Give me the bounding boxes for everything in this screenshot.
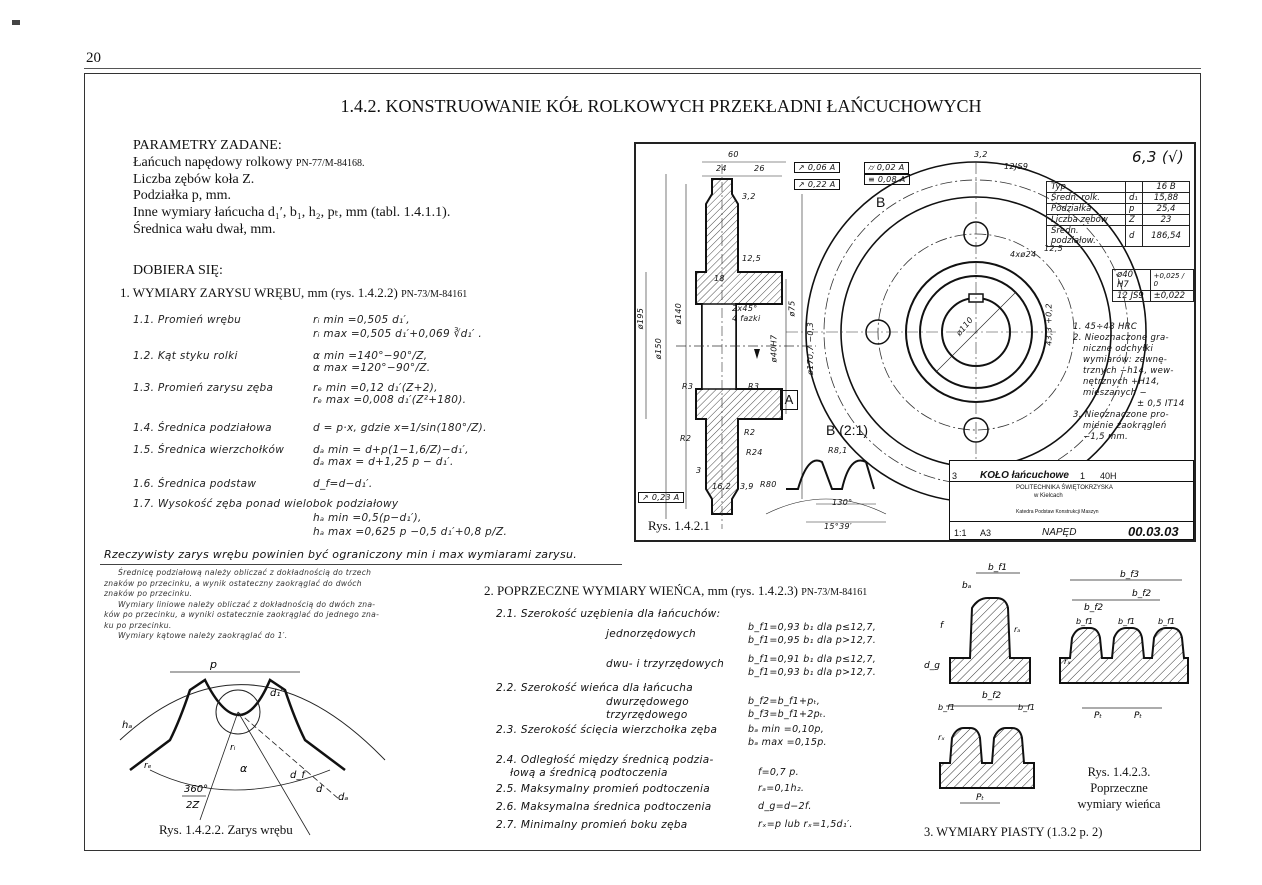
note-line: nętrznych +H14, (1083, 377, 1160, 387)
row-formula: rₓ=p lub rₓ=1,5d₁′. (758, 819, 853, 830)
dim-12-5: 12,5 (742, 254, 762, 263)
tolerance-runout-1: ↗ 0,06 A (794, 162, 840, 173)
label-pt-b: Pₜ (1134, 711, 1143, 721)
caption-rim-2: Poprzeczne (1090, 781, 1148, 795)
section1-norm: PN-73/M-84161 (401, 289, 468, 300)
label-ra: rₐ (1014, 625, 1021, 634)
params-heading: PARAMETRY ZADANE: (133, 138, 282, 153)
dim-60: 60 (728, 150, 739, 159)
label-bf2-b: b_f2 (1132, 589, 1152, 599)
row-formula: b_f1=0,93 b₁ dla p≤12,7, (748, 622, 877, 633)
dim-d40h7: ø40H7 (769, 334, 779, 363)
label-rx-a: rₓ (1064, 657, 1071, 666)
row-formula: rₐ=0,1h₂. (758, 783, 805, 794)
dim-d150: ø150 (654, 337, 664, 360)
label-ha: hₐ (122, 720, 133, 731)
table-row (1047, 193, 1190, 204)
label-bf1-d: b_f1 (1158, 617, 1175, 626)
item-1-4 (133, 422, 613, 434)
item-formula: dₐ min = d+p(1−1,6/Z)−d₁′, (313, 444, 469, 456)
label-bf2-a: b_f2 (982, 691, 1002, 701)
item-1-3 (133, 382, 613, 406)
section2-title: 2. POPRZECZNE WYMIARY WIEŃCA, mm (rys. 1.4.2.3) (484, 583, 798, 598)
tb-assembly: NAPĘD (1042, 527, 1077, 538)
item-1-6 (133, 478, 613, 490)
table-row (1113, 270, 1194, 291)
row-label: 2.3. Szerokość ścięcia wierzchołka zęba (496, 724, 718, 736)
tb-city: w Kielcach (1034, 493, 1063, 499)
caption-rim (1064, 764, 1174, 812)
row-label: trzyrzędowego (606, 709, 688, 721)
label-bf1-a: b_f1 (988, 563, 1008, 573)
label-p: p (210, 658, 217, 671)
label-re: rₑ (144, 761, 152, 771)
label-alpha: α (240, 762, 248, 775)
row-formula: bₐ max =0,15p. (748, 737, 827, 748)
technical-drawing (634, 142, 1196, 542)
item-label: 1.2. Kąt styku rolki (133, 350, 238, 362)
row-label: łową a średnicą podtoczenia (510, 767, 668, 779)
params-line-1 (133, 155, 450, 172)
tol-value: 0,02 A (876, 163, 905, 172)
dim-chamfer-count: 4 fazki (732, 314, 761, 323)
row-formula: d_g=d−2f. (758, 801, 812, 812)
table-row (1047, 215, 1190, 226)
roughness-symbol (1132, 148, 1184, 166)
param-symbol (1126, 182, 1143, 193)
note-line: 2. Nieoznaczone gra- (1073, 333, 1169, 343)
item-formula: rₑ max =0,008 d₁′(Z²+180). (313, 394, 467, 406)
note-line: mienie zaokrągleń (1083, 421, 1167, 431)
label-f: f (940, 621, 944, 631)
item-label: 1.6. Średnica podstaw (133, 478, 257, 490)
tb-school: POLITECHNIKA ŚWIĘTOKRZYSKA (1016, 485, 1113, 491)
label-ri: rᵢ (230, 743, 236, 753)
tb-qty: 1 (1080, 471, 1086, 481)
datum-a: A (780, 390, 798, 410)
detail-b: B (2:1) (826, 422, 869, 438)
item-label: 1.1. Promień wrębu (133, 314, 242, 326)
row-label: 2.2. Szerokość wieńca dla łańcucha (496, 682, 693, 694)
dim-15deg: 15°39′ (824, 522, 852, 531)
label-bf3: b_f3 (1120, 570, 1140, 580)
dim-r80: R80 (760, 480, 777, 489)
dim-d75: ø75 (787, 300, 797, 317)
dim-26: 26 (754, 164, 765, 173)
page-title: 1.4.2. KONSTRUOWANIE KÓŁ ROLKOWYCH PRZEKŁADNI ŁAŃCUCHOWYCH (340, 96, 982, 116)
row-label: dwurzędowego (606, 696, 690, 708)
row-label: dwu- i trzyrzędowych (606, 658, 725, 670)
item-1-5 (133, 444, 613, 468)
dim-d195: ø195 (636, 307, 646, 330)
dim-r24: R24 (746, 448, 763, 457)
table-row (1047, 182, 1190, 193)
fit-name: ø40 H7 (1113, 270, 1151, 291)
item-label: 1.7. Wysokość zęba ponad wielobok podziałowy (133, 498, 399, 510)
note-line: 1. 45÷48 HRC (1073, 322, 1138, 332)
row-label: 2.6. Maksymalna średnica podtoczenia (496, 801, 712, 813)
note-line: 3. Nieoznaczone pro- (1073, 410, 1169, 420)
dim-3-9: 3,9 (740, 482, 754, 491)
tb-pos: 3 (952, 471, 958, 481)
chain-type: Łańcuch napędowy rolkowy (133, 154, 293, 170)
header-rule (84, 68, 1201, 69)
tolerance-runout-3: ↗ 0,23 A (638, 492, 684, 503)
note-line: −1,5 mm. (1083, 432, 1129, 442)
dim-18: 18 (714, 274, 725, 283)
label-angle-den: 2Z (186, 800, 200, 811)
roughness-value: 6,3 (1132, 148, 1157, 166)
note-rule (100, 564, 622, 565)
dobiera-heading: DOBIERA SIĘ: (133, 263, 223, 278)
tol-value: 0,06 A (807, 163, 836, 172)
caption-rim-3: wymiary wieńca (1077, 797, 1161, 811)
item-formula: dₐ max = d+1,25 p − d₁′. (313, 456, 454, 468)
item-formula: α min =140°−90°/Z, (313, 350, 428, 362)
row-label: 2.4. Odległość między średnicą podzia- (496, 754, 714, 766)
params-line-4: Inne wymiary łańcucha d₁′, b₁, h₂, pₜ, mm (tabl. 1.4.1.1). (133, 205, 451, 221)
item-label: 1.4. Średnica podziałowa (133, 422, 272, 434)
param-name: Typ (1047, 182, 1126, 193)
dim-js9: 12JS9 (1004, 162, 1029, 171)
label-rx-b: rₓ (938, 733, 945, 742)
param-value: 15,88 (1143, 193, 1190, 204)
param-name: Średn. podziałow. (1047, 226, 1126, 247)
dim-holes: 4xø24 (1010, 250, 1037, 259)
item-label: 1.3. Promień zarysu zęba (133, 382, 274, 394)
item-formula: hₐ min =0,5(p−d₁′), (313, 512, 422, 524)
tb-scale: 1:1 (954, 528, 967, 538)
roughness-general: (√) (1161, 148, 1185, 166)
label-bf1-b: b_f1 (1076, 617, 1093, 626)
item-formula: rᵢ min =0,505 d₁′, (313, 314, 410, 326)
dim-24: 24 (716, 164, 727, 173)
section3-heading: 3. WYMIARY PIASTY (1.3.2 p. 2) (924, 825, 1103, 839)
label-bf1-e: b_f1 (938, 703, 955, 712)
dim-roughness: 3,2 (742, 192, 756, 201)
param-value: 25,4 (1143, 204, 1190, 215)
table-row (1113, 291, 1194, 302)
tolerance-runout-2: ↗ 0,22 A (794, 179, 840, 190)
note-line: Wymiary liniowe należy obliczać z dokładnością do dwóch zna- (118, 599, 376, 609)
row-formula: b_f1=0,95 b₁ dla p>12,7. (748, 635, 877, 646)
row-label: jednorzędowych (606, 628, 696, 640)
fit-name: 12 JS9 (1113, 291, 1151, 302)
sprocket-parameter-table (1046, 181, 1190, 247)
tb-material: 40H (1100, 471, 1117, 481)
param-symbol: Z (1126, 215, 1143, 226)
label-dl: d (316, 784, 323, 795)
note-line: trznych −h14, wew- (1083, 366, 1174, 376)
param-name: Średn. rolk. (1047, 193, 1126, 204)
label-bf1-c: b_f1 (1118, 617, 1135, 626)
label-df: d_f (290, 770, 305, 781)
tb-dept: Katedra Podstaw Konstrukcji Maszyn (1016, 509, 1099, 515)
fit-value: +0,025 / 0 (1150, 270, 1193, 291)
dim-chamfer: 2x45° (732, 304, 758, 313)
label-pt-a: Pₜ (1094, 711, 1103, 721)
section2-norm: PN-73/M-84161 (801, 587, 868, 598)
note-line: ków po przecinku, a wyniki ostatecznie zaokrąglać do jednego zna- (104, 610, 380, 619)
label-da: dₐ (338, 792, 349, 803)
row-formula: b_f1=0,93 b₁ dla p>12,7. (748, 667, 877, 678)
params-line-3: Podziałka p, mm. (133, 188, 231, 204)
item-formula: rₑ min =0,12 d₁′(Z+2), (313, 382, 438, 394)
item-1-1 (133, 314, 613, 340)
item-formula: d_f=d−d₁′. (313, 478, 373, 490)
table-row (1047, 226, 1190, 247)
label-pt-c: Pₜ (976, 793, 985, 803)
params-line-2: Liczba zębów koła Z. (133, 171, 255, 187)
dim-3: 3 (696, 466, 702, 475)
label-angle: 360° (184, 784, 209, 795)
dim-16-2: 16,2 (712, 482, 732, 491)
label-bf2-c: b_f2 (1084, 603, 1104, 613)
param-value: 186,54 (1143, 226, 1190, 247)
tb-format: A3 (980, 528, 992, 538)
tooth-profile-figure (110, 650, 390, 840)
item-1-2 (133, 350, 613, 374)
param-symbol: d (1126, 226, 1143, 247)
caption-rim-1: Rys. 1.4.2.3. (1087, 765, 1151, 779)
tb-name: KOŁO łańcuchowe (980, 470, 1069, 481)
item-formula: rᵢ max =0,505 d₁′+0,069 ∛d₁′ . (313, 328, 483, 340)
title-block (949, 460, 1194, 540)
note-small (104, 568, 379, 642)
row-label: 2.7. Minimalny promień boku zęba (496, 819, 688, 831)
param-symbol: d₁ (1126, 193, 1143, 204)
params-line-5: Średnica wału dwał, mm. (133, 221, 276, 237)
tol-value: 0,22 A (807, 180, 836, 189)
params-block (133, 138, 450, 239)
note-line: Średnicę podziałową należy obliczać z dokładnością do trzech (118, 568, 372, 577)
dim-d170: ø170,7 −0,3 (806, 321, 816, 376)
dim-rough-top: 3,2 (974, 150, 988, 159)
item-formula: hₐ max =0,625 p −0,5 d₁′+0,8 p/Z. (313, 526, 508, 538)
dim-rough-holes: 12,5 (1044, 244, 1064, 253)
param-name: Liczba zębów (1047, 215, 1126, 226)
fit-value: ±0,022 (1150, 291, 1193, 302)
dim-r81: R8,1 (828, 446, 848, 455)
tb-rule (950, 481, 1193, 482)
dim-130deg: 130° (832, 498, 853, 507)
note-line: ku po przecinku. (104, 620, 172, 630)
row-formula: b_f1=0,91 b₁ dla p≤12,7, (748, 654, 877, 665)
note-line: niczne odchyłki (1083, 344, 1154, 354)
item-1-7 (133, 498, 613, 538)
dim-r2a: R2 (680, 434, 692, 443)
row-formula: b_f3=b_f1+2pₜ. (748, 709, 827, 720)
note-line: znaków po przecinku. (104, 589, 193, 598)
drawing-notes (1073, 322, 1185, 443)
datum-b: B (876, 194, 886, 210)
row-label: 2.5. Maksymalny promień podtoczenia (496, 783, 710, 795)
label-ba: bₐ (962, 581, 972, 591)
item-label: 1.5. Średnica wierzchołków (133, 444, 285, 456)
param-name: Podziałka (1047, 204, 1126, 215)
note-line: ± 0,5 IT14 (1137, 399, 1185, 409)
label-dg: d_g (924, 661, 940, 671)
row-formula: b_f2=b_f1+pₜ, (748, 696, 821, 707)
section2-rows (496, 608, 926, 838)
page-number: 20 (86, 50, 101, 66)
dim-d140: ø140 (674, 302, 684, 325)
tolerance-flat-2: ≡ 0,08 A (864, 174, 910, 185)
param-symbol: p (1126, 204, 1143, 215)
tb-rule (950, 521, 1193, 522)
param-value: 23 (1143, 215, 1190, 226)
section1-heading (120, 285, 467, 301)
drawing-caption: Rys. 1.4.2.1 (648, 518, 710, 533)
dim-r2b: R2 (744, 428, 756, 437)
row-formula: f=0,7 p. (758, 767, 799, 778)
tol-value: 0,23 A (651, 493, 680, 502)
dim-r3b: R3 (748, 382, 760, 391)
caption-tooth: Rys. 1.4.2.2. Zarys wrębu (159, 822, 293, 837)
tolerance-flat-1: ⌭ 0,02 A (864, 162, 909, 174)
section1-title: 1. WYMIARY ZARYSU WRĘBU, mm (rys. 1.4.2.2) (120, 285, 398, 300)
chain-norm: PN-77/M-84168. (295, 157, 365, 169)
note-line: wymiarów: zewnę- (1083, 355, 1168, 365)
tol-value: 0,08 A (877, 175, 906, 184)
tb-number: 00.03.03 (1128, 524, 1179, 539)
param-value: 16 B (1143, 182, 1190, 193)
dim-d110: ø110 (954, 315, 976, 338)
dim-43-3: 43,3 +0,2 (1044, 303, 1054, 346)
row-formula: bₐ min =0,10p, (748, 724, 825, 735)
label-d1: d₁′ (270, 688, 283, 699)
item-formula: d = p·x, gdzie x=1/sin(180°/Z). (313, 422, 487, 434)
note-line: mieszanych − (1083, 388, 1147, 398)
dim-r3a: R3 (682, 382, 694, 391)
item-formula: α max =120°−90°/Z. (313, 362, 431, 374)
table-row (1047, 204, 1190, 215)
section2-heading (484, 583, 867, 599)
note-line: Wymiary kątowe należy zaokrąglać do 1′. (118, 631, 288, 640)
label-bf1-f: b_f1 (1018, 703, 1035, 712)
scanner-mark (12, 20, 20, 25)
row-label: 2.1. Szerokość uzębienia dla łańcuchów: (496, 608, 721, 620)
note-line: znaków po przecinku, a wynik ostateczny zaokrąglać do dwóch (104, 578, 362, 588)
note-profile: Rzeczywisty zarys wrębu powinien być ograniczony min i max wymiarami zarysu. (104, 548, 578, 561)
fits-table (1112, 269, 1194, 302)
